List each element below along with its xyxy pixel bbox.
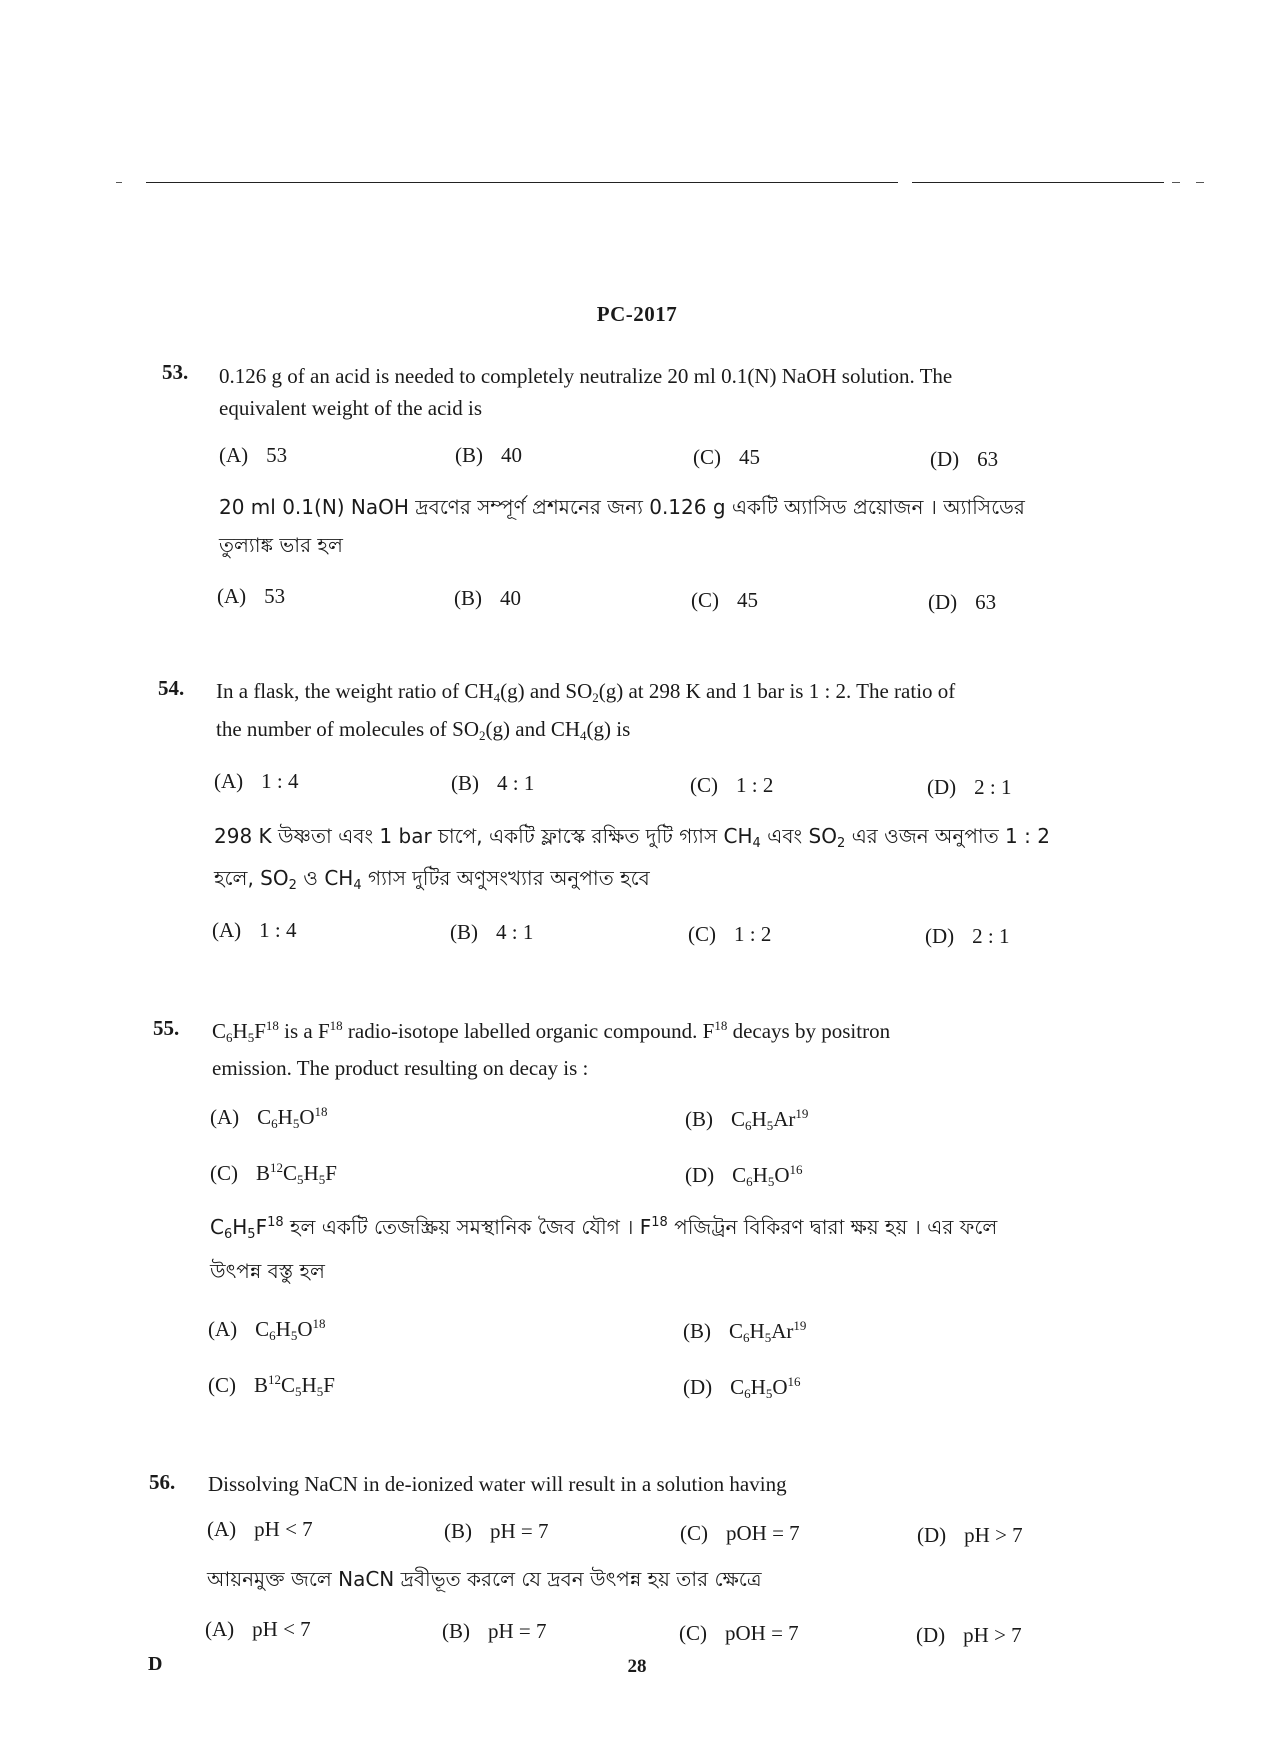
question-text-en: the number of molecules of $SO_2(g)$ and $CH_4(g)$ is (216, 717, 631, 743)
question-text-bn: $C_6H_5F^{18}$ হল একটি তেজস্ক্রিয় সমস্থানিক জৈব যৌগ । $F^{18}$ পজিট্রন বিকিরণ দ্বারা ক্ষয় হয় । এর ফলে (210, 1215, 998, 1242)
option-d[interactable]: (D) 63 (930, 447, 999, 471)
question-text-en: equivalent weight of the acid is (219, 396, 483, 420)
question-number: 53. (162, 360, 189, 384)
option-b-bn[interactable]: (B) 40 (454, 586, 521, 610)
question-text-en: $C_6H_5F^{18}$ is a $F^{18}$ radio-isotope labelled organic compound. $F^{18}$ decays by positron (212, 1018, 891, 1045)
option-a-bn[interactable]: (A) 53 (217, 584, 286, 608)
question-text-bn: 298 K উষ্ণতা এবং 1 bar চাপে, একটি ফ্লাস্কে রক্ষিত দুটি গ্যাস $CH_4$ এবং $SO_2$ এর ওজন অনুপাত 1 : 2 (214, 824, 1050, 851)
rule-tick (1196, 182, 1204, 183)
rule-tick (116, 182, 122, 183)
question-text-bn: উৎপন্ন বস্তু হল (210, 1259, 325, 1283)
option-c-bn[interactable]: (C) 1 : 2 (688, 922, 772, 946)
option-a-bn[interactable]: (A) $C_6H_5O^{18}$ (208, 1316, 326, 1343)
option-b[interactable]: (B) pH = 7 (444, 1519, 549, 1543)
option-a-bn[interactable]: (A) 1 : 4 (212, 918, 297, 942)
option-c[interactable]: (C) 45 (693, 445, 760, 469)
page-number: 28 (627, 1656, 647, 1677)
option-b-bn[interactable]: (B) 4 : 1 (450, 920, 534, 944)
option-a[interactable]: (A) 1 : 4 (214, 769, 299, 793)
question-text-en: In a flask, the weight ratio of $CH_4(g)$ and $SO_2(g)$ at 298 K and 1 bar is 1 : 2. The ratio of (216, 679, 956, 705)
option-a[interactable]: (A) pH < 7 (207, 1517, 313, 1541)
question-text-bn: আয়নমুক্ত জলে NaCN দ্রবীভূত করলে যে দ্রবন উৎপন্ন হয় তার ক্ষেত্রে (207, 1567, 762, 1591)
option-b-bn[interactable]: (B) $C_6H_5Ar^{19}$ (683, 1318, 807, 1345)
option-a[interactable]: (A) 53 (219, 443, 288, 467)
option-c-bn[interactable]: (C) 45 (691, 588, 758, 612)
question-set-code: D (148, 1653, 163, 1675)
question-number: 56. (149, 1470, 176, 1494)
question-number: 55. (153, 1016, 180, 1040)
option-d[interactable]: (D) pH > 7 (917, 1523, 1023, 1547)
option-d-bn[interactable]: (D) 63 (928, 590, 997, 614)
question-text-en: Dissolving NaCN in de-ionized water will result in a solution having (208, 1472, 787, 1496)
question-text-bn: তুল্যাঙ্ক ভার হল (219, 533, 343, 557)
top-rule-right (912, 182, 1164, 183)
question-text-en: emission. The product resulting on decay is : (212, 1056, 589, 1080)
paper-code: PC-2017 (596, 302, 678, 326)
question-text-bn: হলে, $SO_2$ ও $CH_4$ গ্যাস দুটির অণুসংখ্যার অনুপাত হবে (214, 866, 650, 893)
option-c[interactable]: (C) $B^{12}C_5H_5F$ (210, 1160, 337, 1187)
option-b-bn[interactable]: (B) pH = 7 (442, 1619, 547, 1643)
option-d[interactable]: (D) 2 : 1 (927, 775, 1012, 799)
option-d-bn[interactable]: (D) $C_6H_5O^{16}$ (683, 1374, 801, 1401)
option-a[interactable]: (A) $C_6H_5O^{18}$ (210, 1104, 328, 1131)
rule-tick (1172, 182, 1180, 183)
option-d-bn[interactable]: (D) 2 : 1 (925, 924, 1010, 948)
question-text-en: 0.126 g of an acid is needed to completely neutralize 20 ml 0.1(N) NaOH solution. The (219, 364, 953, 388)
option-c-bn[interactable]: (C) pOH = 7 (679, 1621, 799, 1645)
question-number: 54. (158, 676, 185, 700)
option-d[interactable]: (D) $C_6H_5O^{16}$ (685, 1162, 803, 1189)
top-rule-left (146, 182, 898, 183)
option-b[interactable]: (B) 40 (455, 443, 522, 467)
option-b[interactable]: (B) 4 : 1 (451, 771, 535, 795)
option-c[interactable]: (C) 1 : 2 (690, 773, 774, 797)
option-a-bn[interactable]: (A) pH < 7 (205, 1617, 311, 1641)
question-text-bn: 20 ml 0.1(N) NaOH দ্রবণের সম্পূর্ণ প্রশমনের জন্য 0.126 g একটি অ্যাসিড প্রয়োজন । অ্যাসিডের (219, 495, 1025, 519)
option-b[interactable]: (B) $C_6H_5Ar^{19}$ (685, 1106, 809, 1133)
option-c-bn[interactable]: (C) $B^{12}C_5H_5F$ (208, 1372, 335, 1399)
option-d-bn[interactable]: (D) pH > 7 (916, 1623, 1022, 1647)
option-c[interactable]: (C) pOH = 7 (680, 1521, 800, 1545)
